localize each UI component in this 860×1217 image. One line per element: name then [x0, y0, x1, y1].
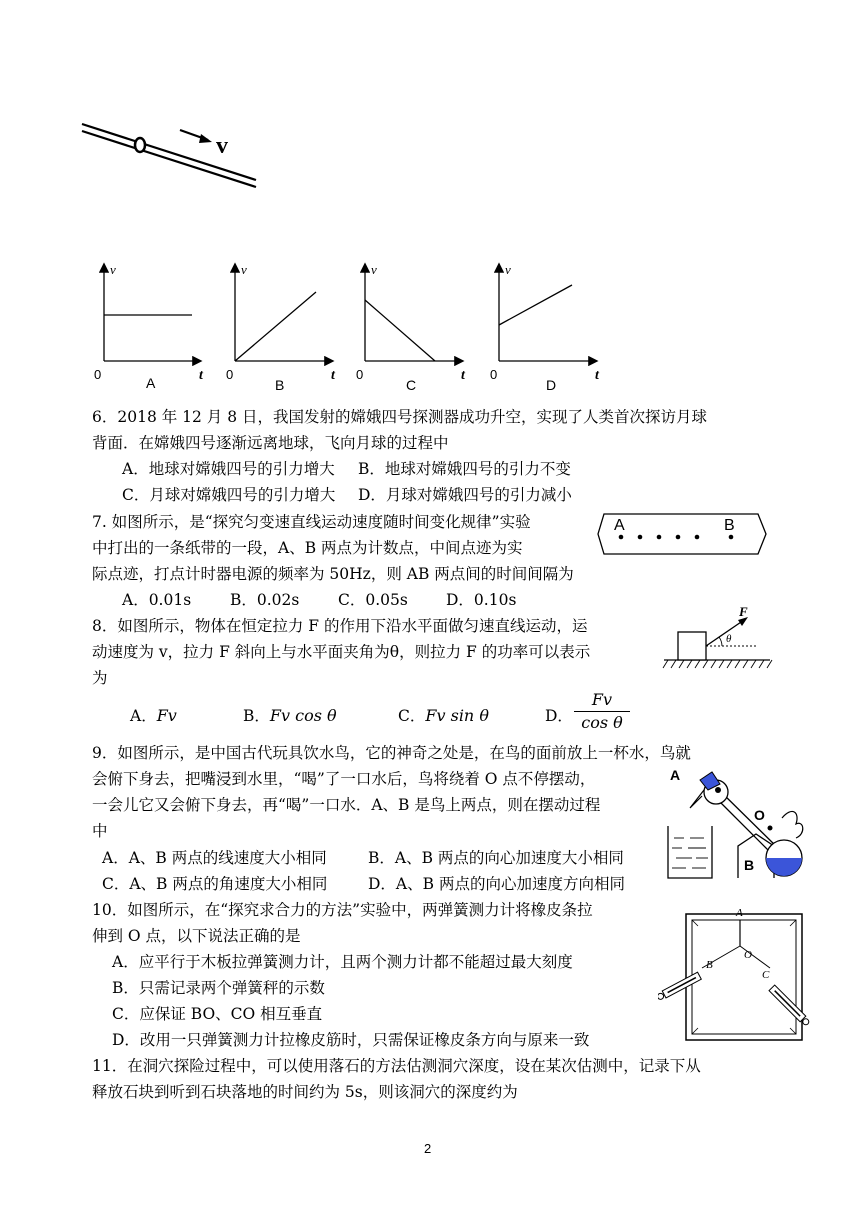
q8-line2: 动速度为 v，拉力 F 斜向上与水平面夹角为θ，则拉力 F 的功率可以表示 [92, 643, 591, 661]
graph-b-origin: 0 [226, 367, 234, 382]
q8-line1 [92, 616, 587, 636]
fraction-bar [574, 711, 630, 712]
q7-line2: 中打出的一条纸带的一段，A、B 两点为计数点，中间点迹为实 [92, 539, 523, 557]
graph-a [94, 262, 204, 391]
tape-label-b: B [724, 517, 735, 534]
q6-option-a: A．地球对嫦娥四号的引力增大 [122, 460, 335, 478]
scale-label-c: C [762, 969, 770, 981]
scale-label-o: O [744, 949, 752, 961]
graph-d-t: t [595, 368, 599, 383]
spring-scale-figure [658, 906, 816, 1042]
graph-a-t: t [199, 368, 203, 383]
q8-option-d-numerator: Fv [591, 690, 613, 709]
q7-option-a: A．0.01s [122, 591, 192, 609]
q8-line1-text: 8．如图所示，物体在恒定拉力 F 的作用下沿水平面做匀速直线运动，运 [92, 617, 588, 635]
q10-line2: 伸到 O 点，以下说法正确的是 [92, 927, 301, 945]
bird-label-o: O [754, 807, 765, 823]
q10-line1: 10．如图所示，在“探究求合力的方法”实验中，两弹簧测力计将橡皮条拉 [92, 901, 593, 919]
q6-option-c: C．月球对嫦娥四号的引力增大 [122, 486, 336, 504]
graph-c-origin: 0 [356, 367, 364, 382]
graph-b [226, 262, 336, 393]
q7-option-d: D．0.10s [446, 591, 517, 609]
scale-label-a: A [736, 907, 743, 919]
q6-option-d: D．月球对嫦娥四号的引力减小 [358, 486, 572, 504]
page-number: 2 [424, 1141, 432, 1156]
vt-graphs [88, 255, 608, 395]
q8-option-a-expr: Fv [156, 706, 177, 725]
q7-line3: 际点迹，打点计时器电源的频率为 50Hz，则 AB 两点间的时间间隔为 [92, 565, 574, 583]
q9-option-c: C．A、B 两点的角速度大小相同 [102, 875, 328, 893]
scale-label-b: B [706, 959, 713, 971]
pull-force-figure [662, 602, 774, 674]
bird-label-a: A [670, 767, 681, 783]
graph-a-letter: A [146, 375, 156, 391]
paper-tape-figure [596, 510, 772, 558]
q6-option-b: B．地球对嫦娥四号的引力不变 [358, 460, 571, 478]
q6-line2: 背面．在嫦娥四号逐渐远离地球，飞向月球的过程中 [92, 434, 449, 452]
graph-b-v: v [241, 262, 247, 277]
q9-line4: 中 [92, 822, 108, 840]
q7-line1: 7. 如图所示，是“探究匀变速直线运动速度随时间变化规律”实验 [92, 513, 531, 531]
q7-option-b: B．0.02s [230, 591, 300, 609]
q8-option-a-label: A． [130, 707, 157, 725]
bead-on-wire-figure [80, 118, 260, 190]
q10-option-a: A．应平行于木板拉弹簧测力计，且两个测力计都不能超过最大刻度 [112, 953, 573, 971]
q8-option-b [243, 706, 337, 726]
q9-line2: 会俯下身去，把嘴浸到水里，“喝”了一口水后，鸟将绕着 O 点不停摆动， [92, 770, 596, 788]
q9-line1: 9．如图所示，是中国古代玩具饮水鸟，它的神奇之处是，在鸟的面前放上一杯水，鸟就 [92, 744, 691, 762]
q8-option-d-label: D． [545, 707, 573, 725]
q9-option-b: B．A、B 两点的向心加速度大小相同 [368, 849, 624, 867]
q11-line1: 11．在洞穴探险过程中，可以使用落石的方法估测洞穴深度，设在某次估测中，记录下从 [92, 1057, 701, 1075]
q8-line3: 为 [92, 669, 108, 687]
q8-option-d-denominator: cos θ [581, 713, 623, 732]
tape-label-a: A [614, 517, 625, 534]
q8-option-a [130, 706, 177, 726]
q9-option-a: A．A、B 两点的线速度大小相同 [102, 849, 327, 867]
q8-option-c-label: C． [398, 707, 426, 725]
q6-line1: 6．2018 年 12 月 8 日，我国发射的嫦娥四号探测器成功升空，实现了人类首次探访月球 [92, 408, 708, 426]
fig-theta-label: θ [726, 633, 732, 645]
q8-option-b-expr: Fv cos θ [269, 706, 337, 725]
q9-option-d: D．A、B 两点的向心加速度方向相同 [368, 875, 625, 893]
drinking-bird-figure [664, 766, 814, 884]
graph-c-t: t [461, 368, 465, 383]
graph-c [356, 262, 466, 393]
graph-d-origin: 0 [490, 367, 498, 382]
q8-option-c [398, 706, 489, 726]
q8-option-d-fraction [572, 690, 632, 733]
graph-d [490, 262, 600, 393]
q10-option-b: B．只需记录两个弹簧秤的示数 [112, 979, 325, 997]
graph-d-v: v [505, 262, 511, 277]
graph-b-letter: B [275, 377, 285, 393]
q7-option-c: C．0.05s [338, 591, 408, 609]
graph-c-v: v [371, 262, 377, 277]
q10-option-c: C．应保证 BO、CO 相互垂直 [112, 1005, 323, 1023]
q9-line3: 一会儿它又会俯下身去，再“喝”一口水．A、B 是鸟上两点，则在摆动过程 [92, 796, 601, 814]
graph-d-letter: D [546, 377, 557, 393]
graph-c-letter: C [406, 377, 417, 393]
q11-line2: 释放石块到听到石块落地的时间约为 5s，则该洞穴的深度约为 [92, 1083, 518, 1101]
velocity-label: v [216, 133, 228, 159]
q10-option-d: D．改用一只弹簧测力计拉橡皮筋时，只需保证橡皮条方向与原来一致 [112, 1031, 590, 1049]
q8-option-c-expr: Fv sin θ [425, 706, 489, 725]
graph-b-t: t [331, 368, 335, 383]
graph-a-origin: 0 [94, 367, 102, 382]
bird-label-b: B [744, 857, 755, 873]
fig-force-label: F [739, 604, 748, 619]
q8-option-b-label: B． [243, 707, 270, 725]
graph-a-v: v [110, 262, 116, 277]
